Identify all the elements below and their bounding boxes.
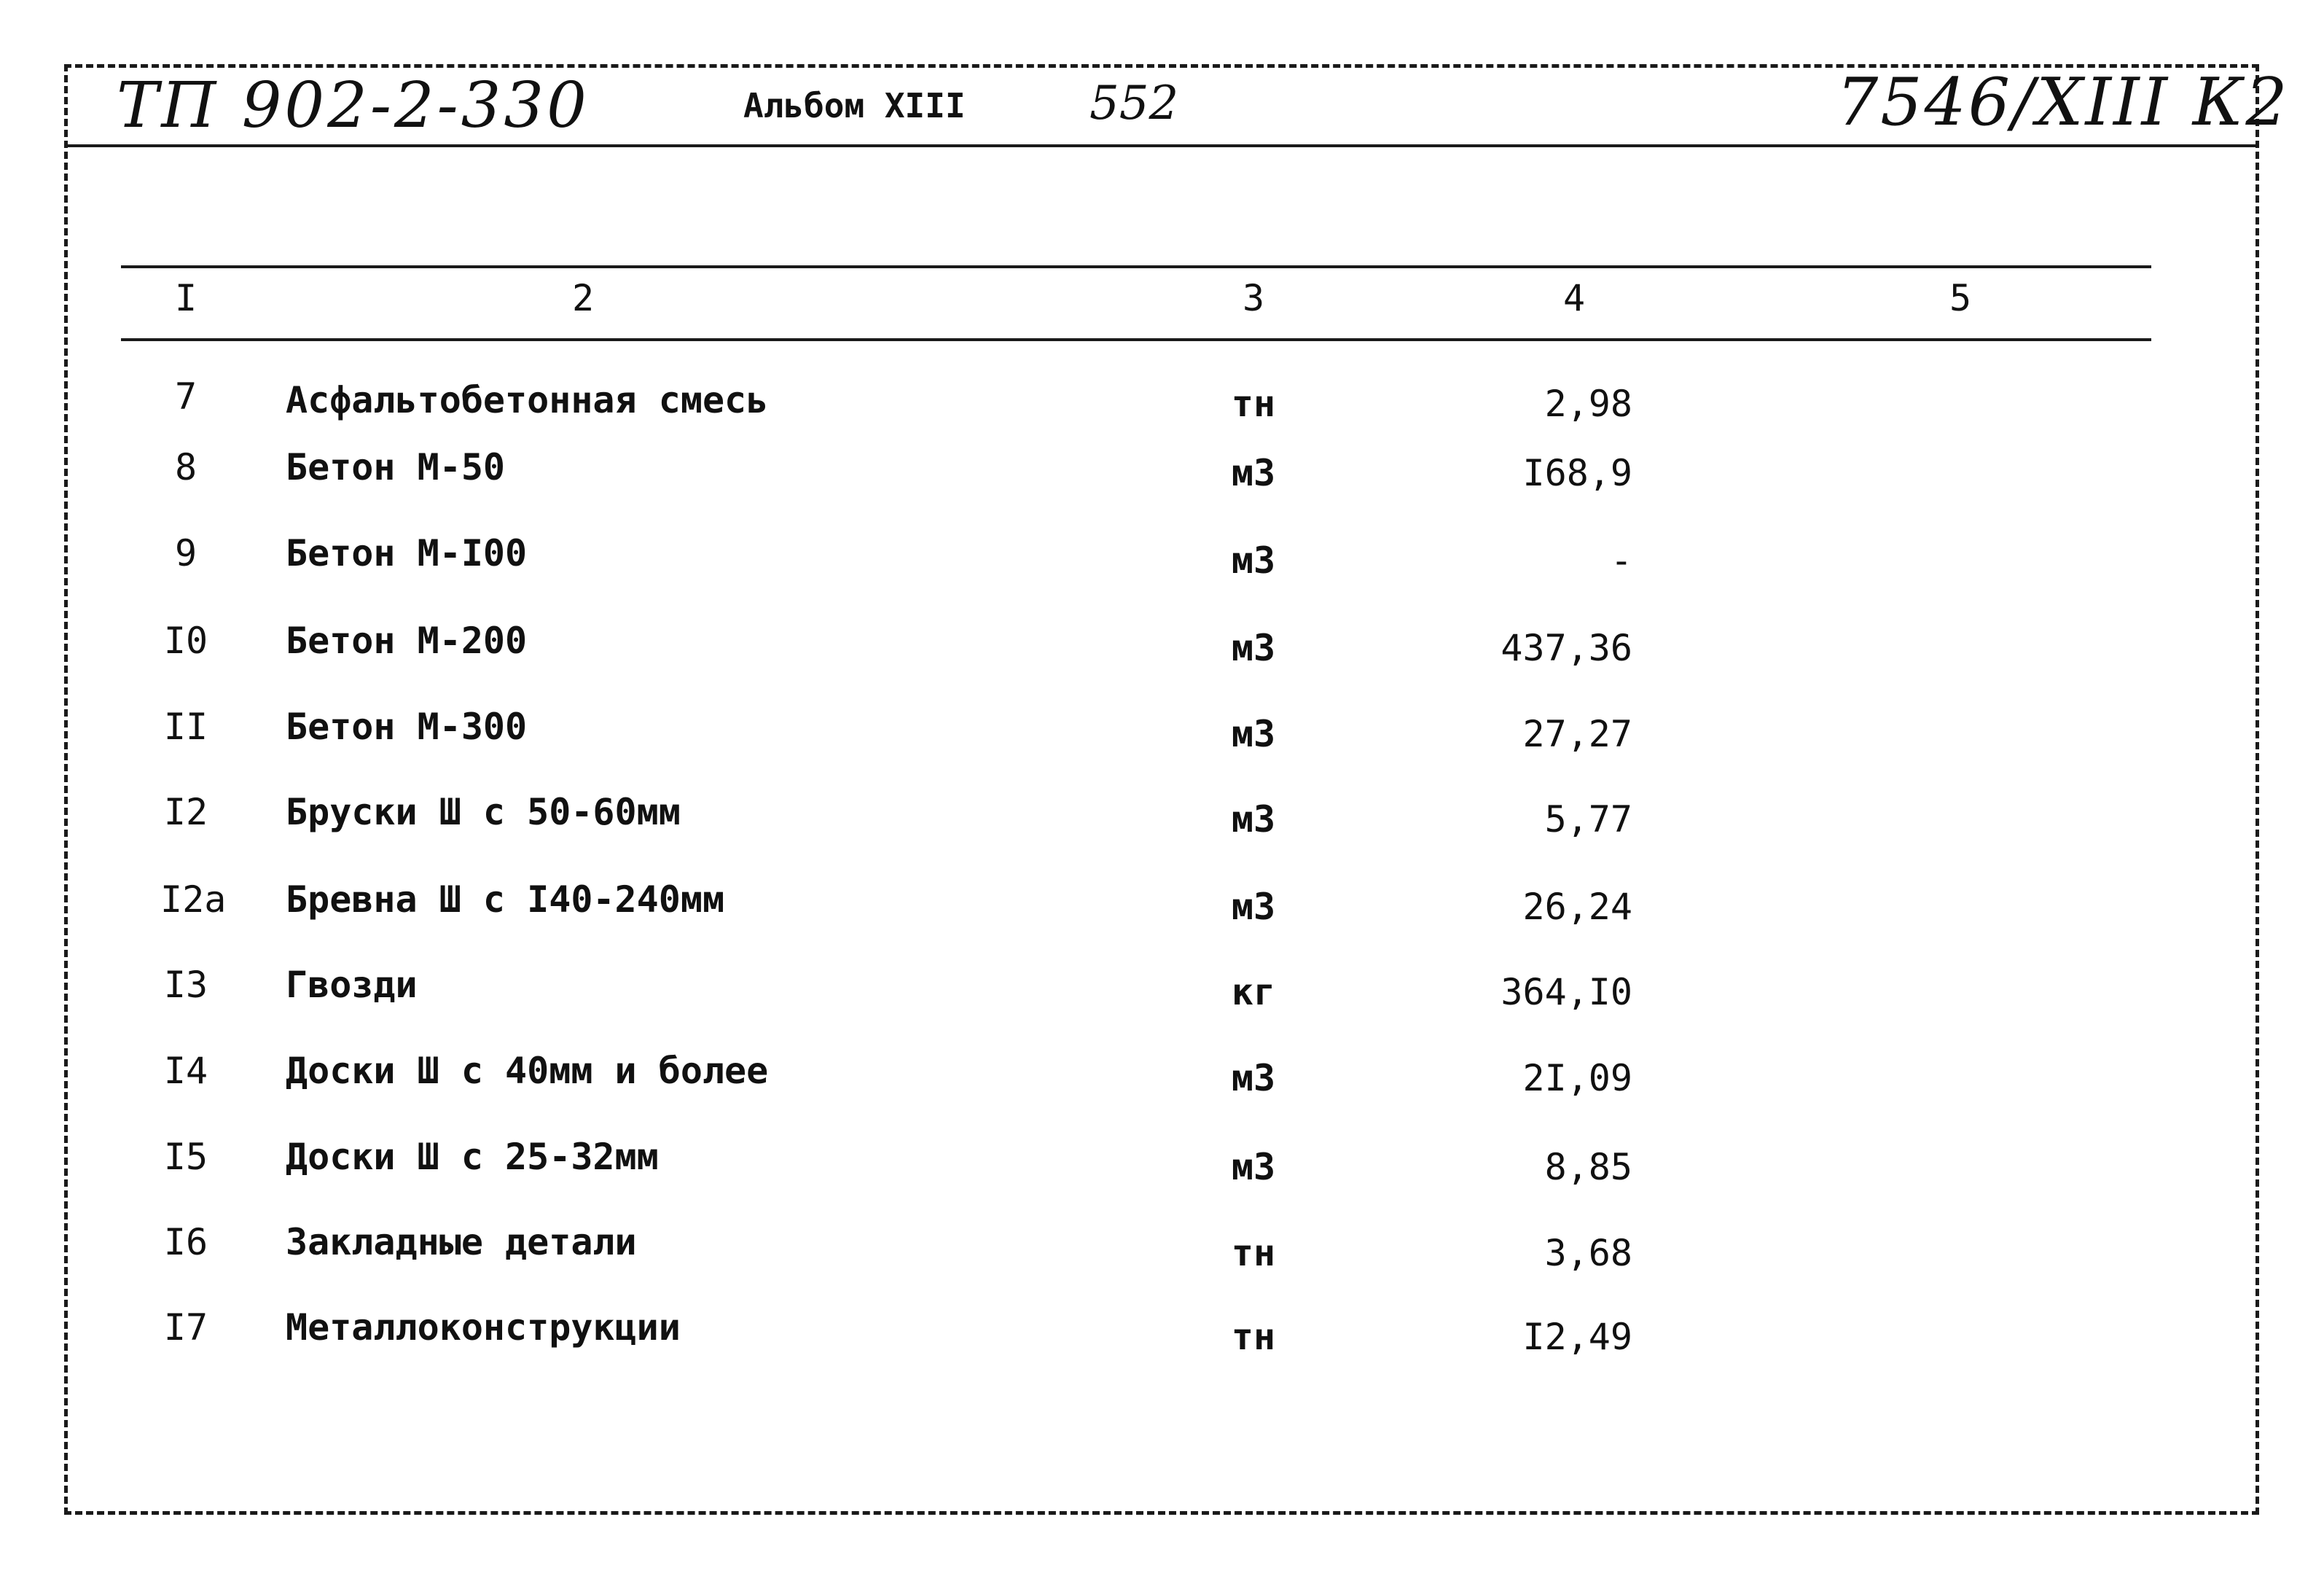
quantity: - — [1610, 539, 1632, 582]
document-code: ТП 902-2-330 — [117, 69, 590, 142]
row-number: I2 — [163, 791, 208, 833]
unit: м3 — [1231, 627, 1276, 669]
quantity: 2,98 — [1544, 383, 1632, 425]
unit: м3 — [1231, 1057, 1276, 1099]
row-number: I6 — [163, 1221, 208, 1263]
quantity: 8,85 — [1544, 1146, 1632, 1188]
column-header-1: I — [174, 277, 197, 319]
unit: тн — [1231, 383, 1276, 425]
row-number: 7 — [174, 375, 197, 418]
row-number: I7 — [163, 1306, 208, 1349]
material-name: Бетон М-50 — [286, 446, 506, 488]
row-number: I2а — [160, 878, 227, 921]
material-name: Металлоконструкции — [286, 1306, 681, 1349]
quantity: 2I,09 — [1522, 1057, 1632, 1099]
material-name: Бруски Ш с 50-60мм — [286, 791, 681, 833]
material-name: Бревна Ш с I40-240мм — [286, 878, 725, 921]
unit: м3 — [1231, 452, 1276, 494]
table-header-rule — [121, 338, 2151, 341]
quantity: 5,77 — [1544, 798, 1632, 840]
column-header-3: 3 — [1242, 277, 1265, 319]
quantity: 364,I0 — [1501, 971, 1632, 1013]
row-number: 8 — [174, 446, 197, 488]
unit: м3 — [1231, 886, 1276, 928]
row-number: I5 — [163, 1136, 208, 1178]
row-number: II — [163, 706, 208, 748]
quantity: 437,36 — [1501, 627, 1632, 669]
row-number: I3 — [163, 964, 208, 1006]
unit: м3 — [1231, 798, 1276, 840]
unit: м3 — [1231, 1146, 1276, 1188]
quantity: I68,9 — [1522, 452, 1632, 494]
inventory-number: 7546/XIII К2 — [1836, 64, 2290, 141]
material-name: Гвозди — [286, 964, 418, 1006]
material-name: Бетон М-200 — [286, 620, 528, 662]
quantity: 3,68 — [1544, 1232, 1632, 1274]
header-rule — [64, 144, 2259, 147]
sheet-frame — [64, 64, 2259, 1515]
material-name: Закладные детали — [286, 1221, 637, 1263]
column-header-4: 4 — [1562, 277, 1586, 319]
column-header-2: 2 — [571, 277, 595, 319]
unit: м3 — [1231, 539, 1276, 582]
row-number: I0 — [163, 620, 208, 662]
material-name: Бетон М-I00 — [286, 532, 528, 574]
album-label: Альбом XIII — [743, 86, 966, 125]
quantity: I2,49 — [1522, 1316, 1632, 1358]
row-number: I4 — [163, 1050, 208, 1092]
page-number: 552 — [1089, 77, 1179, 130]
unit: м3 — [1231, 713, 1276, 755]
unit: кг — [1231, 971, 1276, 1013]
material-name: Асфальтобетонная смесь — [286, 379, 769, 421]
table-top-rule — [121, 265, 2151, 268]
material-name: Доски Ш с 40мм и более — [286, 1050, 769, 1092]
unit: тн — [1231, 1232, 1276, 1274]
quantity: 26,24 — [1522, 886, 1632, 928]
material-name: Доски Ш с 25-32мм — [286, 1136, 659, 1178]
column-header-5: 5 — [1949, 277, 1972, 319]
unit: тн — [1231, 1316, 1276, 1358]
material-name: Бетон М-300 — [286, 706, 528, 748]
row-number: 9 — [174, 532, 197, 574]
quantity: 27,27 — [1522, 713, 1632, 755]
